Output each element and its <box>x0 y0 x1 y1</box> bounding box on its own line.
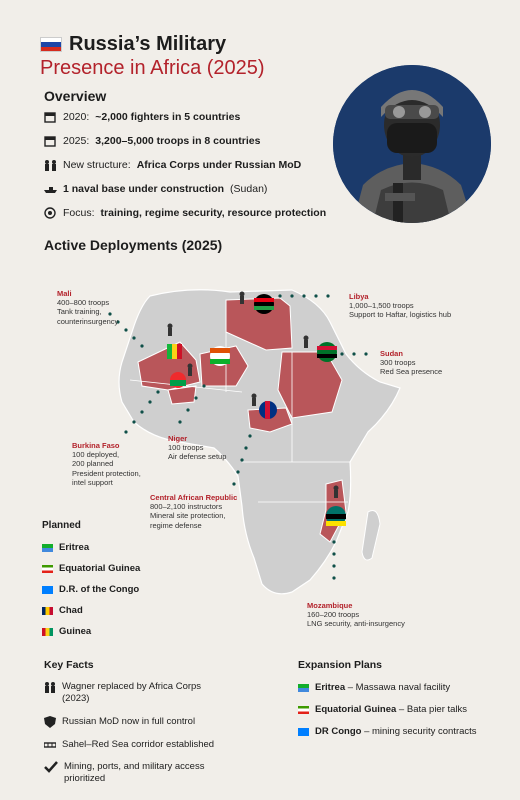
label-sudan: Sudan 300 troops Red Sea presence <box>380 349 443 377</box>
planned-item-dr-congo: D.R. of the Congo <box>42 584 139 595</box>
key-fact-wagner: Wagner replaced by Africa Corps (2023) <box>44 681 214 705</box>
label-libya: Libya 1,000–1,500 troops Support to Haftar, logistics hub <box>349 292 452 320</box>
key-fact-corridor: Sahel–Red Sea corridor established <box>44 739 214 755</box>
page-title-line2: Presence in Africa (2025) <box>40 57 265 79</box>
label-burkina-faso: Burkina Faso 100 deployed, 200 planned President protection, intel support <box>72 441 141 488</box>
soldier-portrait <box>333 65 491 223</box>
overview-item-focus: Focus: training, regime security, resource protection <box>44 207 326 219</box>
overview-item-naval: 1 naval base under construction (Sudan) <box>44 183 267 195</box>
guinea-flag-icon <box>42 628 53 636</box>
label-central-african-republic: Central African Republic 800–2,100 instructors Mineral site protection, regime defense <box>150 493 238 530</box>
libya-flag-icon <box>254 294 274 314</box>
rail-icon <box>44 739 56 755</box>
dr-congo-flag-icon <box>298 728 309 736</box>
soldiers-icon <box>44 681 56 697</box>
label-niger: Niger 100 troops Air defense setup <box>168 434 227 462</box>
label-mali: Mali 400–800 troops Tank training, counterinsurgency <box>57 289 119 326</box>
soldiers-icon <box>44 159 57 171</box>
ship-icon <box>44 183 57 195</box>
overview-item-2020: 2020: ~2,000 fighters in 5 countries <box>44 111 240 123</box>
key-fact-mining: Mining, ports, and military access prioritized <box>44 761 214 785</box>
equatorial-guinea-flag-icon <box>298 706 309 714</box>
expansion-item-equatorial-guinea: Equatorial Guinea – Bata pier talks <box>298 704 467 715</box>
planned-item-chad: Chad <box>42 605 83 616</box>
chad-flag-icon <box>42 607 53 615</box>
planned-item-equatorial-guinea: Equatorial Guinea <box>42 563 140 574</box>
deployments-heading: Active Deployments (2025) <box>44 237 223 253</box>
eritrea-flag-icon <box>298 684 309 692</box>
planned-item-guinea: Guinea <box>42 626 91 637</box>
page-title-line1: Russia’s Military <box>40 33 226 56</box>
key-facts-heading: Key Facts <box>44 659 94 671</box>
overview-item-structure: New structure: Africa Corps under Russian MoD <box>44 159 301 171</box>
sudan-flag-icon <box>317 342 337 362</box>
equatorial-guinea-flag-icon <box>42 565 53 573</box>
expansion-item-eritrea: Eritrea – Massawa naval facility <box>298 682 450 693</box>
shield-icon <box>44 716 56 732</box>
calendar-icon <box>44 111 57 123</box>
planned-heading: Planned <box>42 520 81 531</box>
overview-item-2025: 2025: 3,200–5,000 troops in 8 countries <box>44 135 260 147</box>
calendar-icon <box>44 135 57 147</box>
label-mozambique: Mozambique 160–200 troops LNG security, anti-insurgency <box>307 601 405 629</box>
key-fact-mod: Russian MoD now in full control <box>44 716 195 732</box>
check-icon <box>44 761 58 777</box>
expansion-heading: Expansion Plans <box>298 659 383 671</box>
dr-congo-flag-icon <box>42 586 53 594</box>
planned-item-eritrea: Eritrea <box>42 542 89 553</box>
eritrea-flag-icon <box>42 544 53 552</box>
russia-flag-icon <box>40 37 62 52</box>
expansion-item-dr-congo: DR Congo – mining security contracts <box>298 726 477 737</box>
target-icon <box>44 207 57 219</box>
mali-flag-icon <box>167 344 182 359</box>
overview-heading: Overview <box>44 88 107 104</box>
